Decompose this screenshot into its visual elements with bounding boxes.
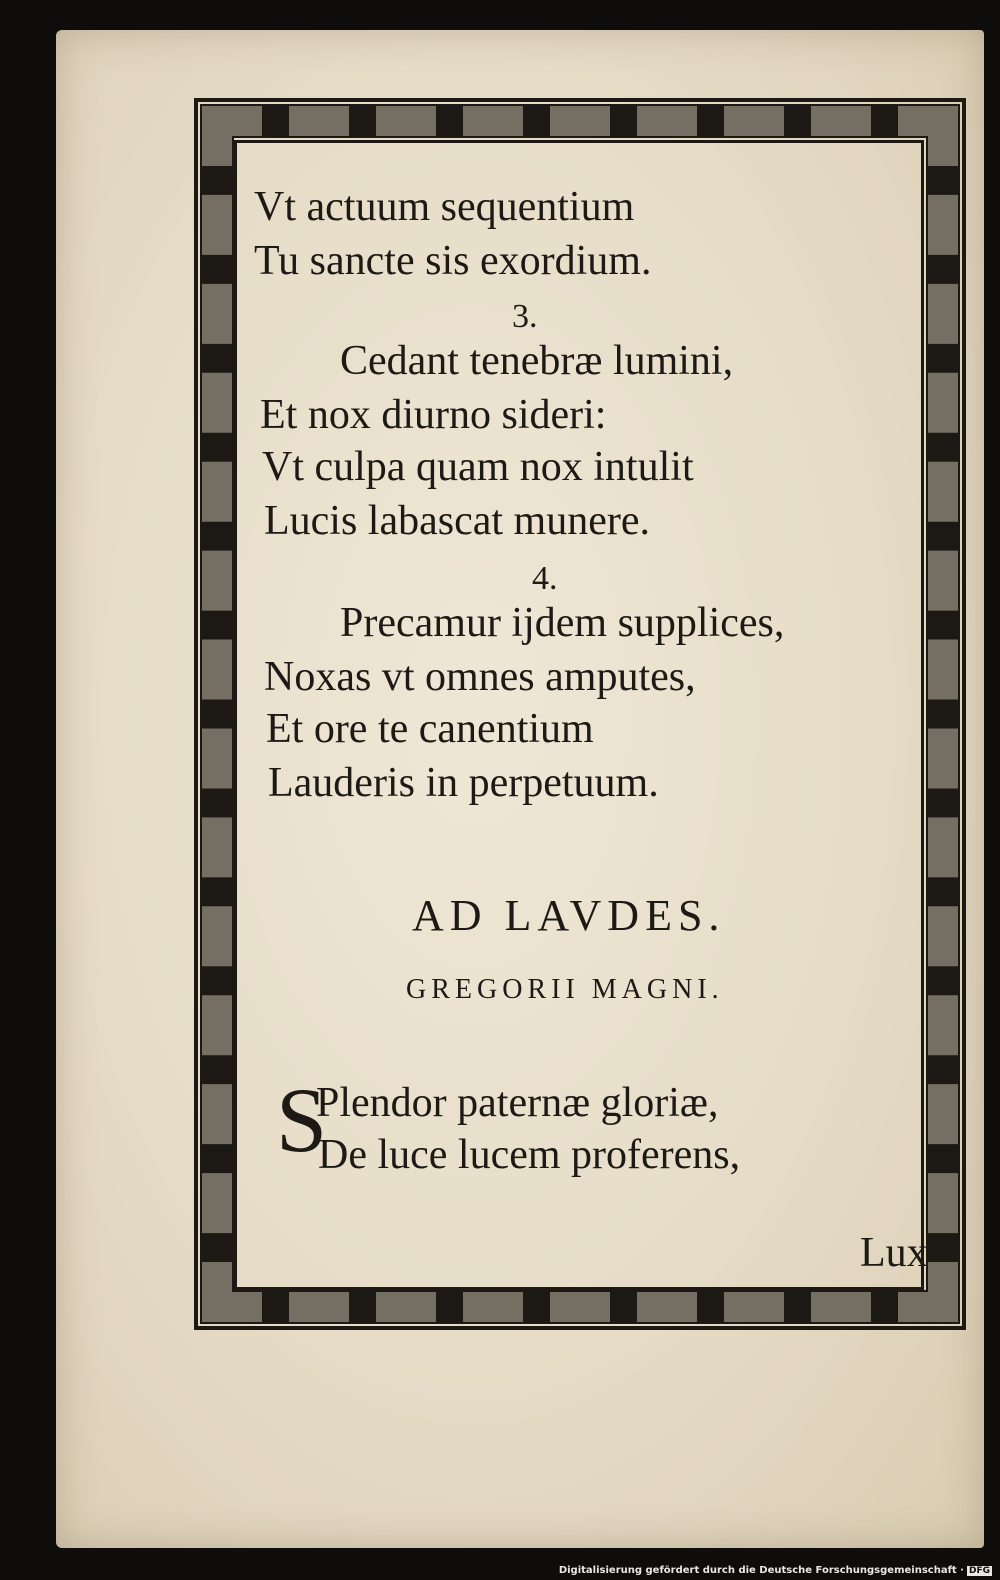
verse-line: Vt actuum sequentium: [254, 184, 635, 230]
verse-line: De luce lucem proferens,: [318, 1132, 741, 1178]
verse-line: Et ore te canentium: [266, 706, 594, 752]
verse-line: Lauderis in perpetuum.: [268, 760, 659, 806]
section-subtitle: GREGORII MAGNI.: [406, 974, 724, 1005]
section-title: AD LAVDES.: [412, 891, 726, 940]
verse-line: Tu sancte sis exordium.: [254, 238, 652, 284]
drop-capital: S: [276, 1069, 328, 1171]
credit-text: Digitalisierung gefördert durch die Deutsche Forschungsgemeinschaft ·: [558, 1565, 964, 1576]
dfg-logo: DFG: [968, 1566, 990, 1576]
digitization-credit: [559, 1565, 992, 1576]
verse-line: Precamur ijdem supplices,: [340, 600, 785, 646]
verse-line: Cedant tenebræ lumini,: [340, 338, 734, 384]
verse-line: Et nox diurno sideri:: [260, 392, 607, 438]
verse-line: Lucis labascat munere.: [264, 498, 650, 544]
stanza-number: 3.: [512, 298, 538, 335]
stanza-number: 4.: [532, 560, 558, 597]
catchword: Lux: [860, 1230, 928, 1276]
verse-line: Plendor paternæ gloriæ,: [316, 1080, 719, 1126]
verse-line: Noxas vt omnes amputes,: [264, 654, 696, 700]
verse-line: Vt culpa quam nox intulit: [262, 444, 694, 490]
